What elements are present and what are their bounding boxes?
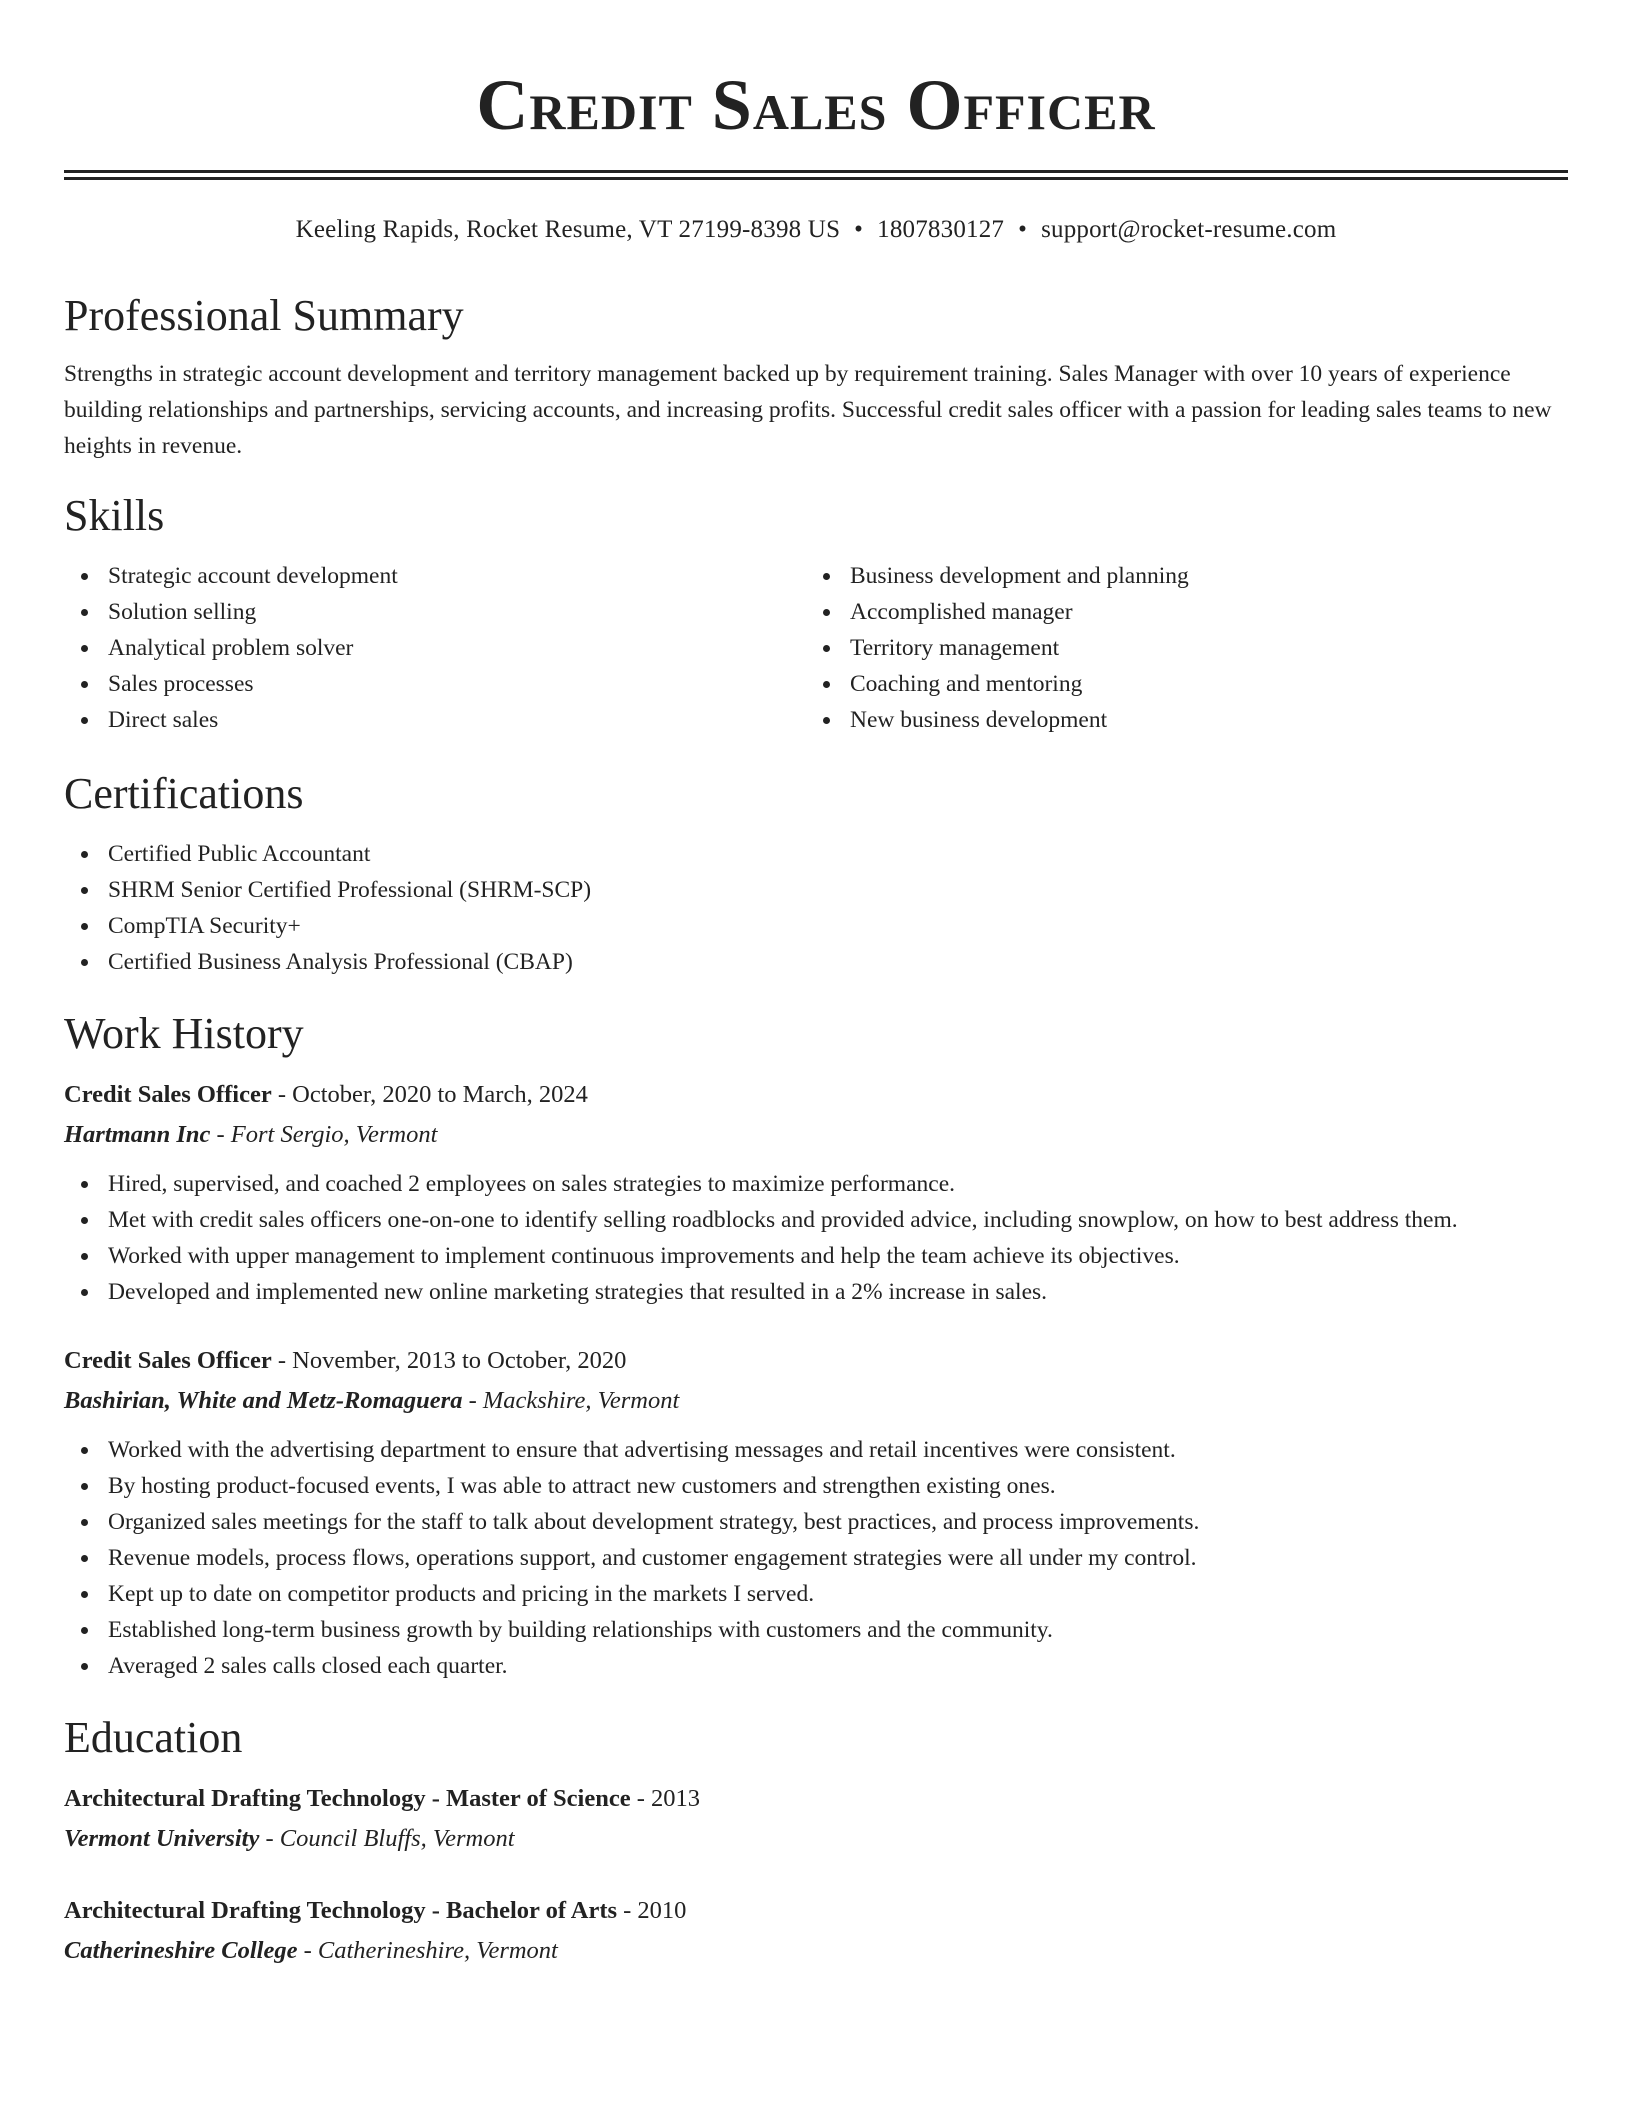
job-duty-item: Worked with upper management to implement continuous improvements and help the team achieve its objectives. bbox=[64, 1238, 1568, 1274]
company-location: - Fort Sergio, Vermont bbox=[216, 1121, 438, 1148]
job-title: Credit Sales Officer bbox=[64, 1081, 272, 1108]
school-line bbox=[64, 1932, 1568, 1970]
certification-item: CompTIA Security+ bbox=[64, 908, 1568, 944]
job-dates: - October, 2020 to March, 2024 bbox=[277, 1081, 588, 1108]
contact-email: support@rocket-resume.com bbox=[1041, 216, 1337, 243]
section-heading-certifications: Certifications bbox=[64, 769, 304, 818]
job-duty-item: Met with credit sales officers one-on-one to identify selling roadblocks and provided advice, including snowplow, on how to best address them. bbox=[64, 1202, 1568, 1238]
contact-phone: 1807830127 bbox=[877, 216, 1005, 243]
company-name: Bashirian, White and Metz-Romaguera bbox=[64, 1387, 463, 1414]
skill-item: Sales processes bbox=[64, 666, 806, 702]
skill-item: Accomplished manager bbox=[806, 594, 1548, 630]
skill-item: Strategic account development bbox=[64, 558, 806, 594]
skill-item: New business development bbox=[806, 702, 1548, 738]
title-double-rule bbox=[64, 170, 1568, 180]
degree-year: - 2013 bbox=[636, 1785, 700, 1812]
job-duty-item: Hired, supervised, and coached 2 employees on sales strategies to maximize performance. bbox=[64, 1166, 1568, 1202]
school-location: - Catherineshire, Vermont bbox=[303, 1937, 558, 1964]
section-heading-summary: Professional Summary bbox=[64, 291, 464, 340]
certification-item: Certified Business Analysis Professional (CBAP) bbox=[64, 944, 1568, 980]
degree-year: - 2010 bbox=[623, 1897, 687, 1924]
certification-item: Certified Public Accountant bbox=[64, 836, 1568, 872]
job-duty-item: By hosting product-focused events, I was able to attract new customers and strengthen existing ones. bbox=[64, 1468, 1568, 1504]
education-entry bbox=[64, 1892, 1568, 1970]
resume-title: Credit Sales Officer bbox=[476, 65, 1156, 145]
degree-name: Architectural Drafting Technology - Bachelor of Arts bbox=[64, 1897, 618, 1924]
job-duty-item: Kept up to date on competitor products and pricing in the markets I served. bbox=[64, 1576, 1568, 1612]
job-duty-item: Developed and implemented new online marketing strategies that resulted in a 2% increase in sales. bbox=[64, 1274, 1568, 1310]
skill-item: Coaching and mentoring bbox=[806, 666, 1548, 702]
skills-columns bbox=[64, 558, 1568, 738]
company-line bbox=[64, 1116, 1568, 1154]
section-heading-work-history: Work History bbox=[64, 1009, 304, 1058]
section-heading-education: Education bbox=[64, 1713, 243, 1762]
skill-item: Analytical problem solver bbox=[64, 630, 806, 666]
degree-line bbox=[64, 1892, 1568, 1930]
contact-line bbox=[64, 210, 1568, 250]
company-name: Hartmann Inc bbox=[64, 1121, 211, 1148]
job-duty-item: Revenue models, process flows, operations support, and customer engagement strategies were all under my control. bbox=[64, 1540, 1568, 1576]
school-line bbox=[64, 1820, 1568, 1858]
school-name: Catherineshire College bbox=[64, 1937, 298, 1964]
job-duties-list bbox=[64, 1432, 1568, 1684]
education-entry bbox=[64, 1780, 1568, 1858]
summary-text: Strengths in strategic account development and territory management backed up by requirement training. Sales Manager with over 10 years of experience building relationships and partnerships, servicing accounts, and increasing profits. Successful credit sales officer with a passion for leading sales teams to new heights in revenue. bbox=[64, 361, 1552, 459]
job-duties-list bbox=[64, 1166, 1568, 1310]
degree-name: Architectural Drafting Technology - Master of Science bbox=[64, 1785, 631, 1812]
job-entry bbox=[64, 1342, 1568, 1684]
job-duty-item: Established long-term business growth by building relationships with customers and the community. bbox=[64, 1612, 1568, 1648]
skill-item: Direct sales bbox=[64, 702, 806, 738]
degree-line bbox=[64, 1780, 1568, 1818]
skill-item: Solution selling bbox=[64, 594, 806, 630]
job-dates: - November, 2013 to October, 2020 bbox=[277, 1347, 627, 1374]
certification-item: SHRM Senior Certified Professional (SHRM-SCP) bbox=[64, 872, 1568, 908]
skills-list-left bbox=[64, 558, 806, 738]
skills-list-right bbox=[806, 558, 1548, 738]
contact-address: Keeling Rapids, Rocket Resume, VT 27199-8398 US bbox=[295, 216, 841, 243]
job-duty-item: Averaged 2 sales calls closed each quarter. bbox=[64, 1648, 1568, 1684]
job-duty-item: Organized sales meetings for the staff to talk about development strategy, best practices, and process improvements. bbox=[64, 1504, 1568, 1540]
contact-separator: • bbox=[1018, 216, 1028, 243]
skill-item: Territory management bbox=[806, 630, 1548, 666]
job-title: Credit Sales Officer bbox=[64, 1347, 272, 1374]
job-duty-item: Worked with the advertising department to ensure that advertising messages and retail incentives were consistent. bbox=[64, 1432, 1568, 1468]
contact-separator: • bbox=[854, 216, 864, 243]
company-line bbox=[64, 1382, 1568, 1420]
job-title-line bbox=[64, 1342, 1568, 1380]
skill-item: Business development and planning bbox=[806, 558, 1548, 594]
school-name: Vermont University bbox=[64, 1825, 260, 1852]
section-heading-skills: Skills bbox=[64, 491, 165, 540]
company-location: - Mackshire, Vermont bbox=[468, 1387, 680, 1414]
job-title-line bbox=[64, 1076, 1568, 1114]
school-location: - Council Bluffs, Vermont bbox=[265, 1825, 515, 1852]
job-entry bbox=[64, 1076, 1568, 1310]
certifications-list bbox=[64, 836, 1568, 980]
